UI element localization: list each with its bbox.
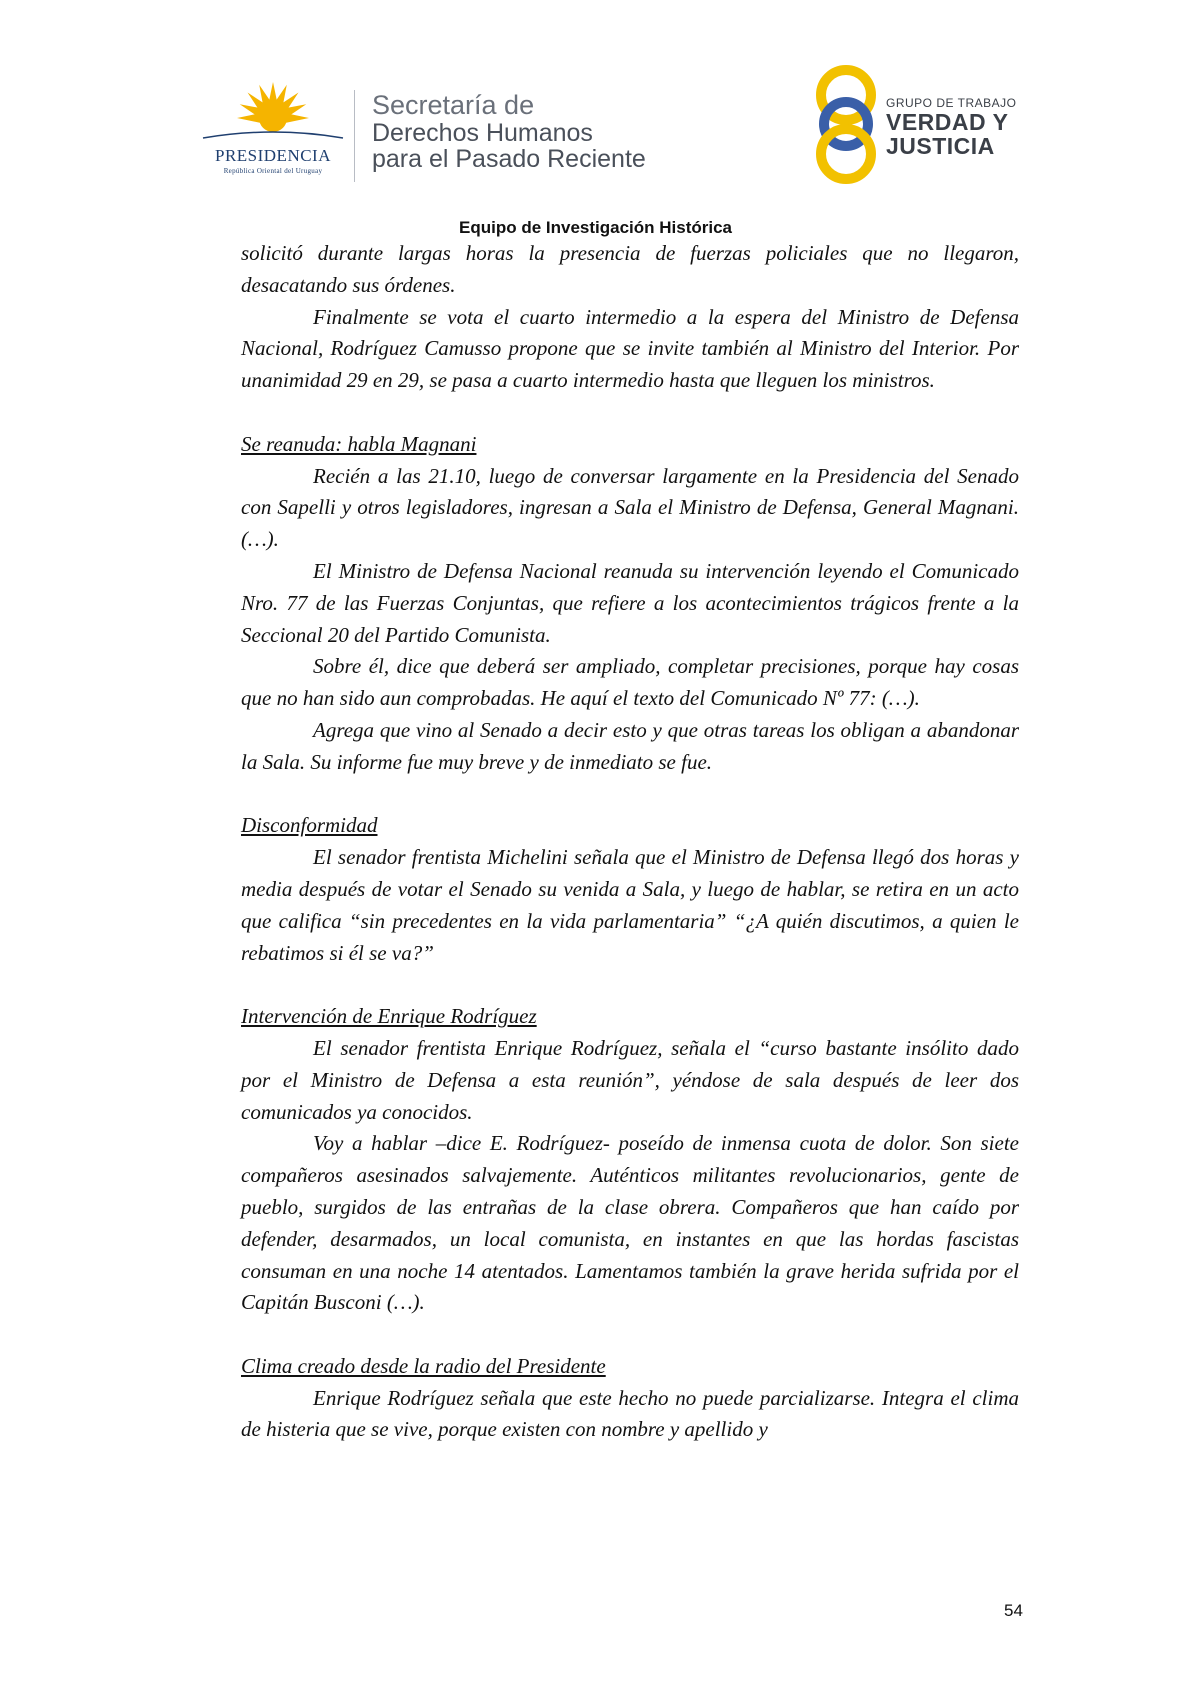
paragraph: Voy a hablar –dice E. Rodríguez- poseído de inmensa cuota de dolor. Son siete compañeros asesinados salvajemente. Auténticos militantes revolucionarios, gente de pueblo, surgidos de las entrañas de la clase obrera. Compañeros que han caído por defender, desarmados, un local comunista, en instantes en que las hordas fascistas consuman en una noche 14 atentados. Lamentamos también la grave herida sufrida por el Capitán Busconi (…). bbox=[241, 1131, 1019, 1315]
secretaria-line-2: Derechos Humanos bbox=[372, 119, 593, 147]
page-number: 54 bbox=[1004, 1601, 1023, 1620]
secretaria-line-1: Secretaría de bbox=[372, 90, 535, 120]
gtvj-line-2: VERDAD Y bbox=[886, 109, 1009, 135]
paragraph: Enrique Rodríguez señala que este hecho no puede parcializarse. Integra el clima de histeria que se vive, porque existen con nombre y apellido y bbox=[241, 1385, 1019, 1442]
section-heading: Se reanuda: habla Magnani bbox=[241, 431, 477, 456]
gtvj-line-3: JUSTICIA bbox=[886, 133, 995, 159]
document-body bbox=[241, 238, 1019, 1446]
presidencia-subtitle: República Oriental del Uruguay bbox=[223, 167, 323, 175]
page-header bbox=[0, 0, 1191, 210]
verdad-justicia-logo-text bbox=[886, 96, 1016, 158]
header-divider bbox=[354, 90, 355, 182]
verdad-justicia-rings-logo bbox=[806, 62, 886, 187]
paragraph: Finalmente se vota el cuarto intermedio a la espera del Ministro de Defensa Nacional, Rodríguez Camusso propone que se invite también al Ministro del Interior. Por unanimidad 29 en 29, se pasa a cuarto intermedio hasta que lleguen los ministros. bbox=[241, 304, 1019, 393]
paragraph: Agrega que vino al Senado a decir esto y que otras tareas los obligan a abandonar la Sala. Su informe fue muy breve y de inmediato se fue. bbox=[241, 717, 1019, 774]
presidencia-label: PRESIDENCIA bbox=[214, 146, 331, 165]
secretaria-logo-text bbox=[372, 90, 646, 172]
paragraph: El senador frentista Enrique Rodríguez, señala el “curso bastante insólito dado por el Ministro de Defensa a esta reunión”, yéndose de sala después de leer dos comunicados ya conocidos. bbox=[241, 1035, 1019, 1124]
paragraph: solicitó durante largas horas la presencia de fuerzas policiales que no llegaron, desacatando sus órdenes. bbox=[241, 241, 1019, 297]
team-title: Equipo de Investigación Histórica bbox=[459, 218, 732, 237]
paragraph: El Ministro de Defensa Nacional reanuda su intervención leyendo el Comunicado Nro. 77 de las Fuerzas Conjuntas, que refiere a los acontecimientos trágicos frente a la Seccional 20 del Partido Comunista. bbox=[241, 558, 1019, 647]
paragraph: Recién a las 21.10, luego de conversar largamente en la Presidencia del Senado con Sapelli y otros legisladores, ingresan a Sala el Ministro de Defensa, General Magnani. (…). bbox=[241, 463, 1019, 552]
section-heading: Intervención de Enrique Rodríguez bbox=[241, 1004, 537, 1029]
section-heading: Disconformidad bbox=[241, 813, 378, 838]
secretaria-line-3: para el Pasado Reciente bbox=[372, 145, 646, 173]
paragraph: El senador frentista Michelini señala que el Ministro de Defensa llegó dos horas y media después de votar el Senado su venida a Sala, y luego de hablar, se retira en un acto que califica “sin precedentes en la vida parlamentaria” “¿A quién discutimos, a quien le rebatimos si él se va?” bbox=[241, 845, 1019, 965]
section-heading: Clima creado desde la radio del Presidente bbox=[241, 1353, 606, 1378]
paragraph: Sobre él, dice que deberá ser ampliado, completar precisiones, porque hay cosas que no han sido aun comprobadas. He aquí el texto del Comunicado Nº 77: (…). bbox=[241, 654, 1019, 711]
gtvj-line-1: GRUPO DE TRABAJO bbox=[886, 96, 1017, 110]
